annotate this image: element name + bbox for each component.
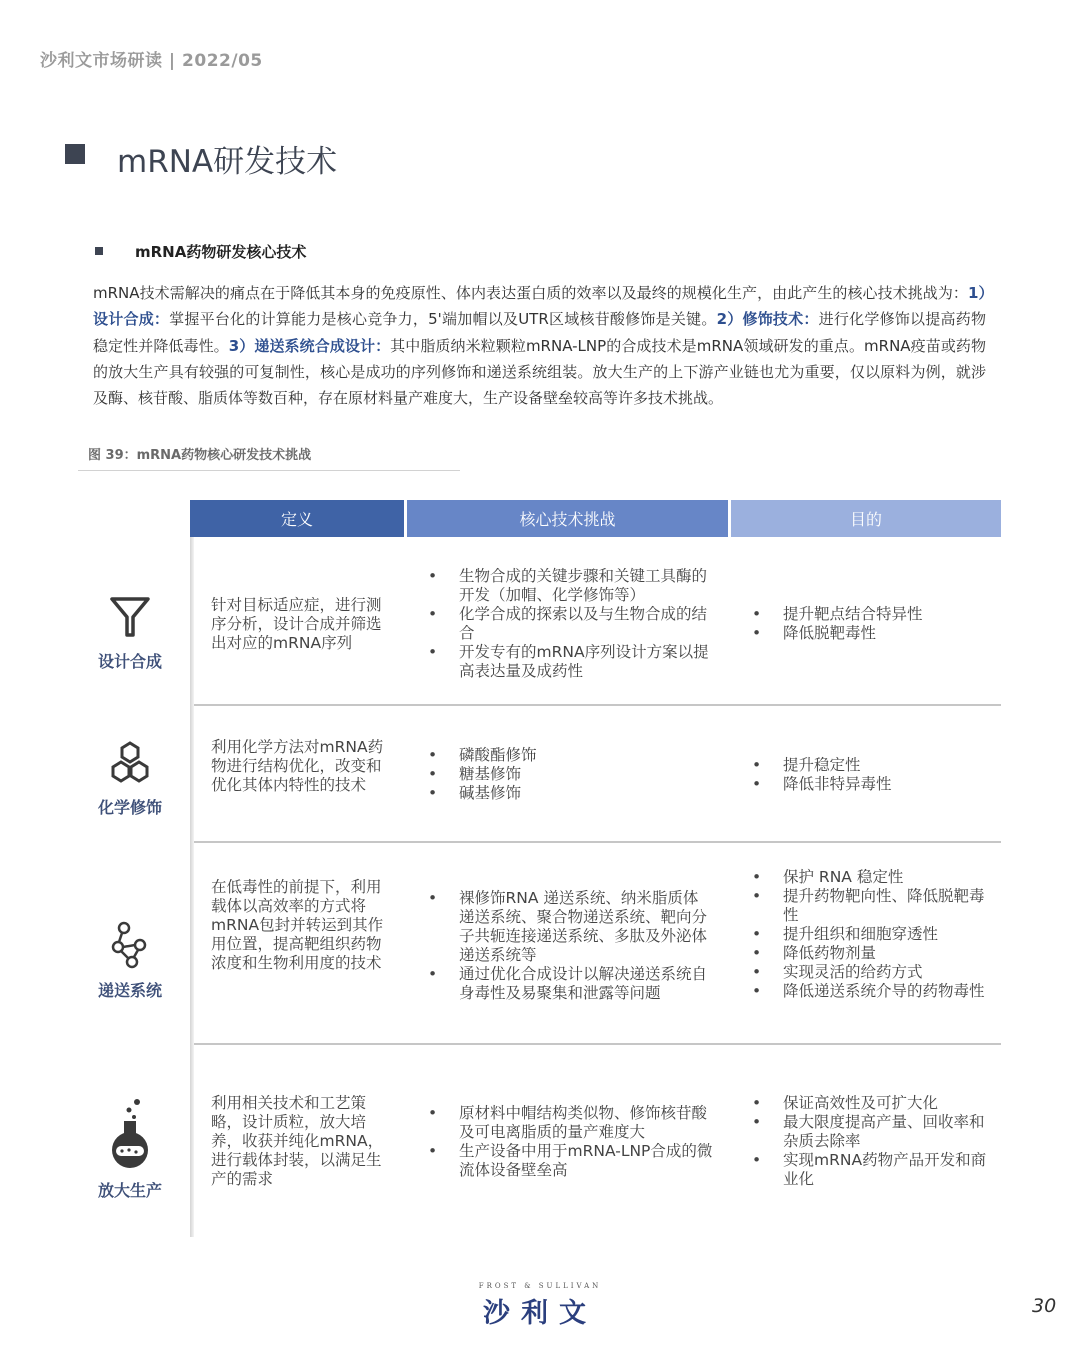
list-item: • 实现mRNA药物产品开发和商业化 <box>752 1151 987 1189</box>
figure-caption: 图 39：mRNA药物核心研发技术挑战 <box>88 448 312 463</box>
list-item: • 磷酸酯修饰 <box>428 746 713 765</box>
row-label: 放大生产 <box>97 1181 162 1200</box>
paragraph-highlight: 2）修饰技术： <box>716 310 819 329</box>
page-header: 沙利文市场研读 | 2022/05 <box>40 51 263 71</box>
list-item: • 降低非特异毒性 <box>752 775 987 794</box>
list-item: • 实现灵活的给药方式 <box>752 963 987 982</box>
row-modification-icon-group <box>80 741 180 818</box>
definition-cell: 针对目标适应症，进行测序分析，设计合成并筛选出对应的mRNA序列 <box>211 596 382 652</box>
challenges-cell <box>428 567 713 681</box>
paragraph-text: mRNA技术需解决的痛点在于降低其本身的免疫原性、体内表达蛋白质的效率以及最终的规模化生产，由此产生的核心技术挑战为： <box>93 284 968 302</box>
frost-sullivan-logo <box>465 1282 615 1330</box>
list-item: • 生产设备中用于mRNA-LNP合成的微流体设备壁垒高 <box>428 1142 713 1180</box>
purposes-cell <box>752 756 987 794</box>
title-square-icon <box>65 144 85 164</box>
list-item: • 糖基修饰 <box>428 765 713 784</box>
header-purposes: 目的 <box>731 500 1001 537</box>
paragraph-text: 进行化学修饰以提高药物稳定性并降低毒性。 <box>93 310 986 355</box>
table-left-border <box>190 537 194 1237</box>
paragraph-text: 其中脂质纳米粒颗粒mRNA-LNP的合成技术是mRNA领域研发的重点。mRNA疫苗或药物的放大生产具有较强的可复制性，核心是成功的序列修饰和递送系统组装。放大生产的上下游产业链也尤为重要，仅以原料为例，就涉及酶、核苷酸、脂质体等数百种，存在原材料量产难度大，生产设备壁垒较高等许多技术挑战。 <box>93 336 986 408</box>
flask-icon <box>107 1098 153 1170</box>
list-item: • 最大限度提高产量、回收率和杂质去除率 <box>752 1113 987 1151</box>
row-design-icon-group <box>80 595 180 672</box>
row-divider <box>194 704 1001 706</box>
subtitle-bullet-icon <box>95 247 103 255</box>
list-item: • 提升稳定性 <box>752 756 987 775</box>
challenges-cell <box>428 889 713 1003</box>
list-item: • 开发专有的mRNA序列设计方案以提高表达量及成药性 <box>428 643 713 681</box>
hexagon-molecule-icon <box>108 741 152 787</box>
list-item: • 保护 RNA 稳定性 <box>752 868 987 887</box>
row-delivery-icon-group <box>80 920 180 1001</box>
challenges-cell <box>428 1104 713 1180</box>
paragraph-highlight: 3）递送系统合成设计： <box>228 336 391 355</box>
list-item: • 降低递送系统介导的药物毒性 <box>752 982 987 1001</box>
paragraph-highlight: 1）设计合成： <box>93 284 986 329</box>
list-item: • 碱基修饰 <box>428 784 713 803</box>
list-item: • 原材料中帽结构类似物、修饰核苷酸及可电离脂质的量产难度大 <box>428 1104 713 1142</box>
list-item: • 化学合成的探索以及与生物合成的结合 <box>428 605 713 643</box>
definition-cell: 在低毒性的前提下，利用载体以高效率的方式将mRNA包封并转运到其作用位置，提高靶组织药物浓度和生物利用度的技术 <box>211 878 384 972</box>
logo-big-text: 沙利文 <box>483 1298 597 1329</box>
network-nodes-icon <box>108 920 152 970</box>
list-item: • 降低脱靶毒性 <box>752 624 987 643</box>
definition-cell: 利用相关技术和工艺策略，设计质粒，放大培养，收获并纯化mRNA，进行载体封装，以满足生产的需求 <box>211 1094 384 1188</box>
row-label: 设计合成 <box>97 652 162 671</box>
list-item: • 提升组织和细胞穿透性 <box>752 925 987 944</box>
row-scaleup-icon-group <box>80 1098 180 1201</box>
section-subtitle: mRNA药物研发核心技术 <box>135 243 307 261</box>
row-label: 化学修饰 <box>97 798 162 817</box>
purposes-cell <box>752 1094 987 1189</box>
list-item: • 裸修饰RNA 递送系统、纳米脂质体递送系统、聚合物递送系统、靶向分子共轭连接递送系统、多肽及外泌体递送系统等 <box>428 889 713 965</box>
page-title: mRNA研发技术 <box>117 144 338 180</box>
row-divider <box>194 1043 1001 1045</box>
purposes-cell <box>752 868 987 1001</box>
funnel-icon <box>109 595 151 641</box>
definition-cell: 利用化学方法对mRNA药物进行结构优化，改变和优化其体内特性的技术 <box>211 738 384 794</box>
page-number: 30 <box>1032 1295 1057 1317</box>
list-item: • 提升靶点结合特异性 <box>752 605 987 624</box>
header-definition: 定义 <box>190 500 404 537</box>
paragraph-text: 掌握平台化的计算能力是核心竞争力，5'端加帽以及UTR区域核苷酸修饰是关键。 <box>169 310 717 329</box>
logo-small-text: FROST & SULLIVAN <box>478 1282 602 1290</box>
row-divider <box>194 841 1001 843</box>
list-item: • 提升药物靶向性、降低脱靶毒性 <box>752 887 987 925</box>
caption-divider <box>78 470 460 471</box>
list-item: • 生物合成的关键步骤和关键工具酶的开发（加帽、化学修饰等） <box>428 567 713 605</box>
list-item: • 通过优化合成设计以解决递送系统自身毒性及易聚集和泄露等问题 <box>428 965 713 1003</box>
row-label: 递送系统 <box>97 981 162 1000</box>
header-challenges: 核心技术挑战 <box>407 500 728 537</box>
list-item: • 保证高效性及可扩大化 <box>752 1094 987 1113</box>
purposes-cell <box>752 605 987 643</box>
challenges-cell <box>428 746 713 803</box>
intro-paragraph <box>93 280 986 411</box>
list-item: • 降低药物剂量 <box>752 944 987 963</box>
